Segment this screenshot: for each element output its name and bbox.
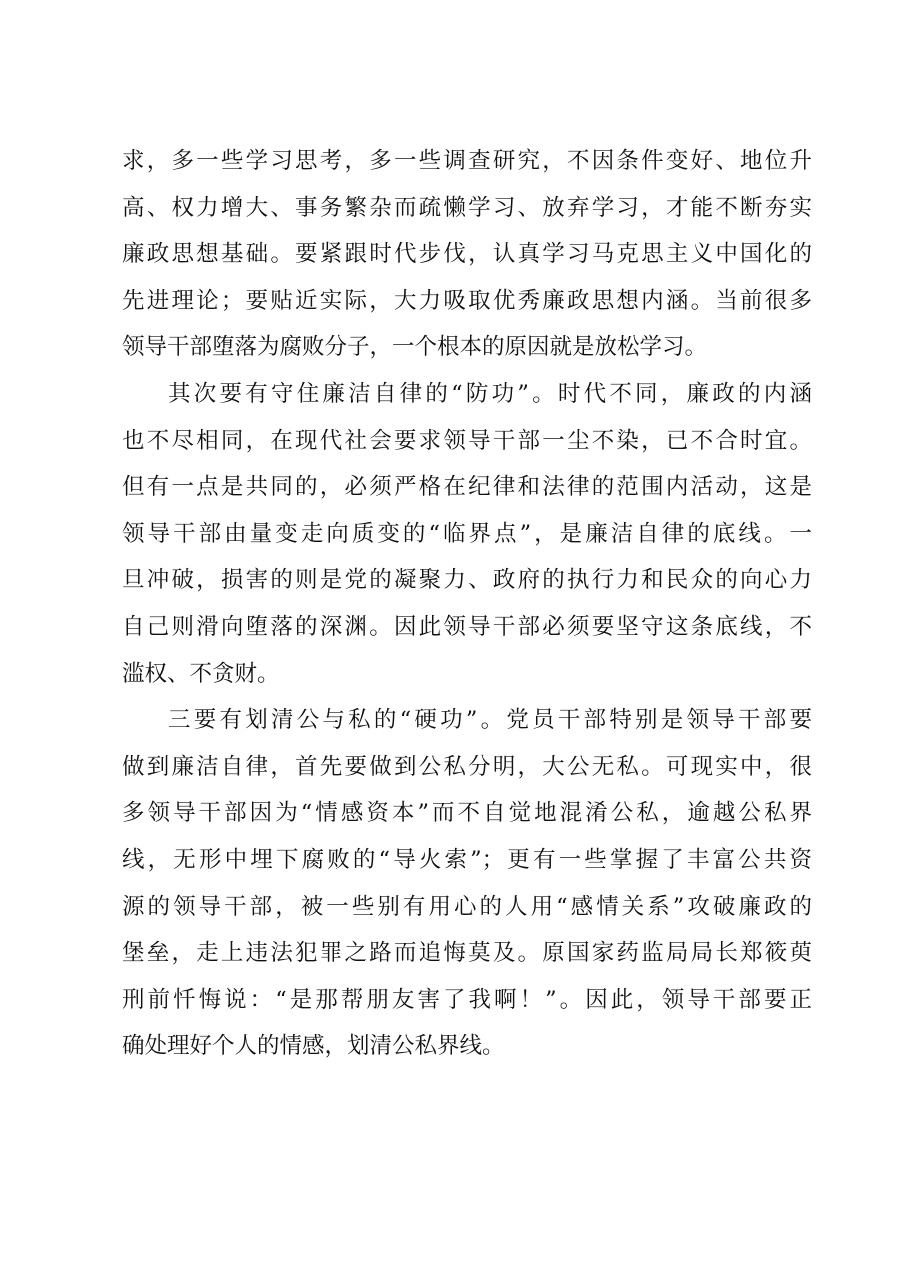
text-line: 源的领导干部，被一些别有用心的人用“感情关系”攻破廉政的 <box>122 893 812 920</box>
text-line: 确处理好个人的情感，划清公私界线。 <box>122 1033 505 1060</box>
text-line: 刑前忏悔说：“是那帮朋友害了我啊！”。因此，领导干部要正 <box>122 986 812 1013</box>
paragraph-start-line: 其次要有守住廉洁自律的“防功”。时代不同，廉政的内涵 <box>168 380 812 407</box>
text-line: 旦冲破，损害的则是党的凝聚力、政府的执行力和民众的向心力 <box>122 567 812 594</box>
text-line: 领导干部堕落为腐败分子，一个根本的原因就是放松学习。 <box>122 334 708 361</box>
text-line: 做到廉洁自律，首先要做到公私分明，大公无私。可现实中，很 <box>122 753 812 780</box>
text-line: 多领导干部因为“情感资本”而不自觉地混淆公私，逾越公私界 <box>122 800 812 827</box>
text-line: 也不尽相同，在现代社会要求领导干部一尘不染，已不合时宜。 <box>122 427 812 454</box>
text-line: 廉政思想基础。要紧跟时代步伐，认真学习马克思主义中国化的 <box>122 241 812 268</box>
text-line: 领导干部由量变走向质变的“临界点”，是廉洁自律的底线。一 <box>122 520 812 547</box>
body-text <box>122 138 812 1070</box>
text-line: 堡垒，走上违法犯罪之路而追悔莫及。原国家药监局局长郑筱萸 <box>122 940 812 967</box>
text-line: 求，多一些学习思考，多一些调查研究，不因条件变好、地位升 <box>122 148 812 174</box>
text-line: 先进理论；要贴近实际，大力吸取优秀廉政思想内涵。当前很多 <box>122 287 812 314</box>
text-line: 自己则滑向堕落的深渊。因此领导干部必须要坚守这条底线，不 <box>122 613 812 640</box>
text-line: 高、权力增大、事务繁杂而疏懒学习、放弃学习，才能不断夯实 <box>122 194 812 221</box>
text-line: 滥权、不贪财。 <box>122 660 280 687</box>
paragraph-start-line: 三要有划清公与私的“硬功”。党员干部特别是领导干部要 <box>168 707 812 734</box>
text-line: 但有一点是共同的，必须严格在纪律和法律的范围内活动，这是 <box>122 474 812 501</box>
text-line: 线，无形中埋下腐败的“导火索”；更有一些掌握了丰富公共资 <box>122 846 812 873</box>
